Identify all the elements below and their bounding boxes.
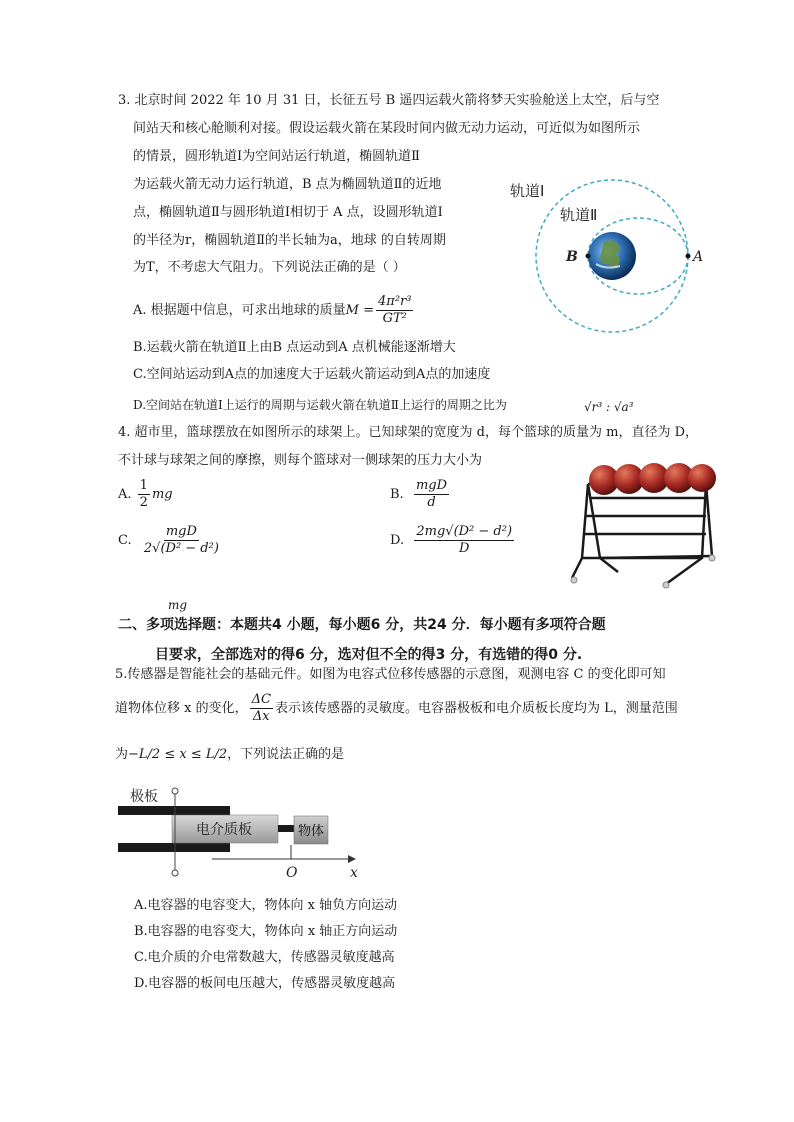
section-2-title-line1: 二、多项选择题：本题共4 小题，每小题6 分，共24 分．每小题有多项符合题 xyxy=(118,617,606,633)
q5-line1: 5.传感器是智能社会的基础元件。如图为电容式位移传感器的示意图，观测电容 C 的变化即可知 xyxy=(115,667,666,682)
basketball-rack-figure xyxy=(566,460,716,590)
q5-sensitivity-fraction xyxy=(250,692,273,725)
q5-line3-start: 为 xyxy=(115,747,129,762)
q5-line2-start: 道物体位移 x 的变化， xyxy=(115,701,248,716)
q3-line5: 点，椭圆轨道Ⅱ与圆形轨道Ⅰ相切于 A 点，设圆形轨道Ⅰ xyxy=(133,205,443,220)
q3-line6: 的半径为r，椭圆轨道Ⅱ的半长轴为a，地球 的自转周期 xyxy=(133,233,446,248)
orbit-2-label: 轨道Ⅱ xyxy=(560,206,598,224)
q4-option-d-den: D xyxy=(458,541,470,556)
q4-option-a-num: 1 xyxy=(139,478,148,493)
q4-option-d-label: D. xyxy=(390,533,405,548)
x-axis-arrow xyxy=(348,855,356,863)
point-b-dot xyxy=(586,254,591,259)
q4-option-b xyxy=(390,478,451,512)
rack-frame xyxy=(572,484,712,584)
q3-option-b: B.运载火箭在轨道Ⅱ上由B 点运动到A 点机械能逐渐增大 xyxy=(133,340,456,355)
q5-sensitivity-num: ΔC xyxy=(251,692,271,707)
lower-plate xyxy=(118,843,230,852)
q4-line2: 不计球与球架之间的摩擦，则每个篮球对一侧球架的压力大小为 xyxy=(118,453,483,468)
capacitive-sensor-figure xyxy=(112,783,362,883)
q3-option-a-num: 4π²r³ xyxy=(378,294,412,309)
q5-line3-end: ，下列说法正确的是 xyxy=(227,747,345,762)
q4-option-b-den: d xyxy=(427,495,436,510)
q5-option-d: D.电容器的板间电压越大，传感器灵敏度越高 xyxy=(134,976,396,991)
q4-option-d xyxy=(390,524,516,558)
q3-option-a xyxy=(133,294,415,327)
q5-range-formula: −L/2 ≤ x ≤ L/2 xyxy=(128,747,228,762)
reference-bottom-marker xyxy=(172,870,178,876)
dielectric-label: 电介质板 xyxy=(196,822,252,838)
connecting-rod xyxy=(278,825,294,832)
x-axis-label: x xyxy=(350,865,358,881)
q4-line1: 4. 超市里，篮球摆放在如图所示的球架上。已知球架的宽度为 d，每个篮球的质量为 m，直径为 D， xyxy=(118,425,699,440)
q3-option-a-lhs: M = xyxy=(345,303,374,318)
q4-option-a-fraction xyxy=(138,478,150,511)
q3-option-c: C.空间站运动到A点的加速度大于运载火箭运动到A点的加速度 xyxy=(133,367,491,382)
rack-wheels xyxy=(571,555,715,588)
section-2-title-line2: 目要求，全部选对的得6 分，选对但不全的得3 分，有选错的得0 分. xyxy=(155,647,583,663)
q3-option-d: D.空间站在轨道Ⅰ上运行的周期与运载火箭在轨道Ⅱ上运行的周期之比为 xyxy=(133,398,507,412)
q3-line1: 3. 北京时间 2022 年 10 月 31 日，长征五号 B 遥四运载火箭将梦天实验舱送上太空，后与空 xyxy=(118,93,660,108)
q3-line2: 间站天和核心舱顺利对接。假设运载火箭在某段时间内做无动力运动，可近似为如图所示 xyxy=(133,121,641,136)
reference-top-marker xyxy=(172,788,178,794)
q5-option-b: B.电容器的电容变大，物体向 x 轴正方向运动 xyxy=(134,924,398,939)
q4-option-b-fraction xyxy=(414,478,449,511)
q4-option-a-label: A. xyxy=(118,487,132,502)
q3-line3: 的情景，圆形轨道Ⅰ为空间站运行轨道，椭圆轨道Ⅱ xyxy=(133,149,420,164)
q5-line2 xyxy=(115,692,678,726)
q4-option-a-tail: mg xyxy=(151,487,173,502)
q4-option-c-num: mgD xyxy=(165,524,197,539)
orbit-figure xyxy=(500,168,715,338)
upper-plate xyxy=(118,806,230,815)
q5-sensitivity-den: Δx xyxy=(252,709,270,724)
rack-basketballs xyxy=(589,463,716,495)
q3-option-a-den: GT² xyxy=(382,311,407,326)
q4-option-a xyxy=(118,478,173,512)
q3-line7: 为T，不考虑大气阻力。下列说法正确的是（ ） xyxy=(133,260,406,275)
orbit-1-label: 轨道Ⅰ xyxy=(510,182,545,200)
q4-option-b-label: B. xyxy=(390,487,404,502)
plate-label: 极板 xyxy=(130,789,158,805)
q4-option-c xyxy=(118,524,223,558)
q3-option-d-formula: √r³ : √a³ xyxy=(584,400,634,414)
q4-option-c-fraction xyxy=(142,524,221,557)
q5-line3 xyxy=(115,746,344,764)
q5-option-c: C.电介质的介电常数越大，传感器灵敏度越高 xyxy=(134,950,395,965)
q4-option-d-fraction xyxy=(414,524,514,557)
point-a-label: A xyxy=(693,249,704,265)
point-a-dot xyxy=(686,254,691,259)
point-b-label: B xyxy=(566,249,578,265)
object-label: 物体 xyxy=(298,824,325,839)
q3-line4: 为运载火箭无动力运行轨道，B 点为椭圆轨道Ⅱ的近地 xyxy=(133,177,442,192)
q4-option-a-den: 2 xyxy=(139,495,148,510)
q5-option-a: A.电容器的电容变大，物体向 x 轴负方向运动 xyxy=(134,898,398,913)
q4-option-d-num: 2mg√(D² − d²) xyxy=(416,524,513,539)
q3-option-a-text: A. 根据题中信息，可求出地球的质量 xyxy=(133,303,346,318)
q4-option-c-den: 2√(D² − d²) xyxy=(143,541,219,556)
q3-option-a-fraction xyxy=(376,294,413,327)
q5-line2-end: 表示该传感器的灵敏度。电容器极板和电介质板长度均为 L，测量范围 xyxy=(274,701,678,716)
q4-stray-mg: mg xyxy=(168,598,188,612)
q4-option-b-num: mgD xyxy=(415,478,448,493)
q4-option-c-label: C. xyxy=(118,533,132,548)
origin-label: O xyxy=(286,865,298,881)
